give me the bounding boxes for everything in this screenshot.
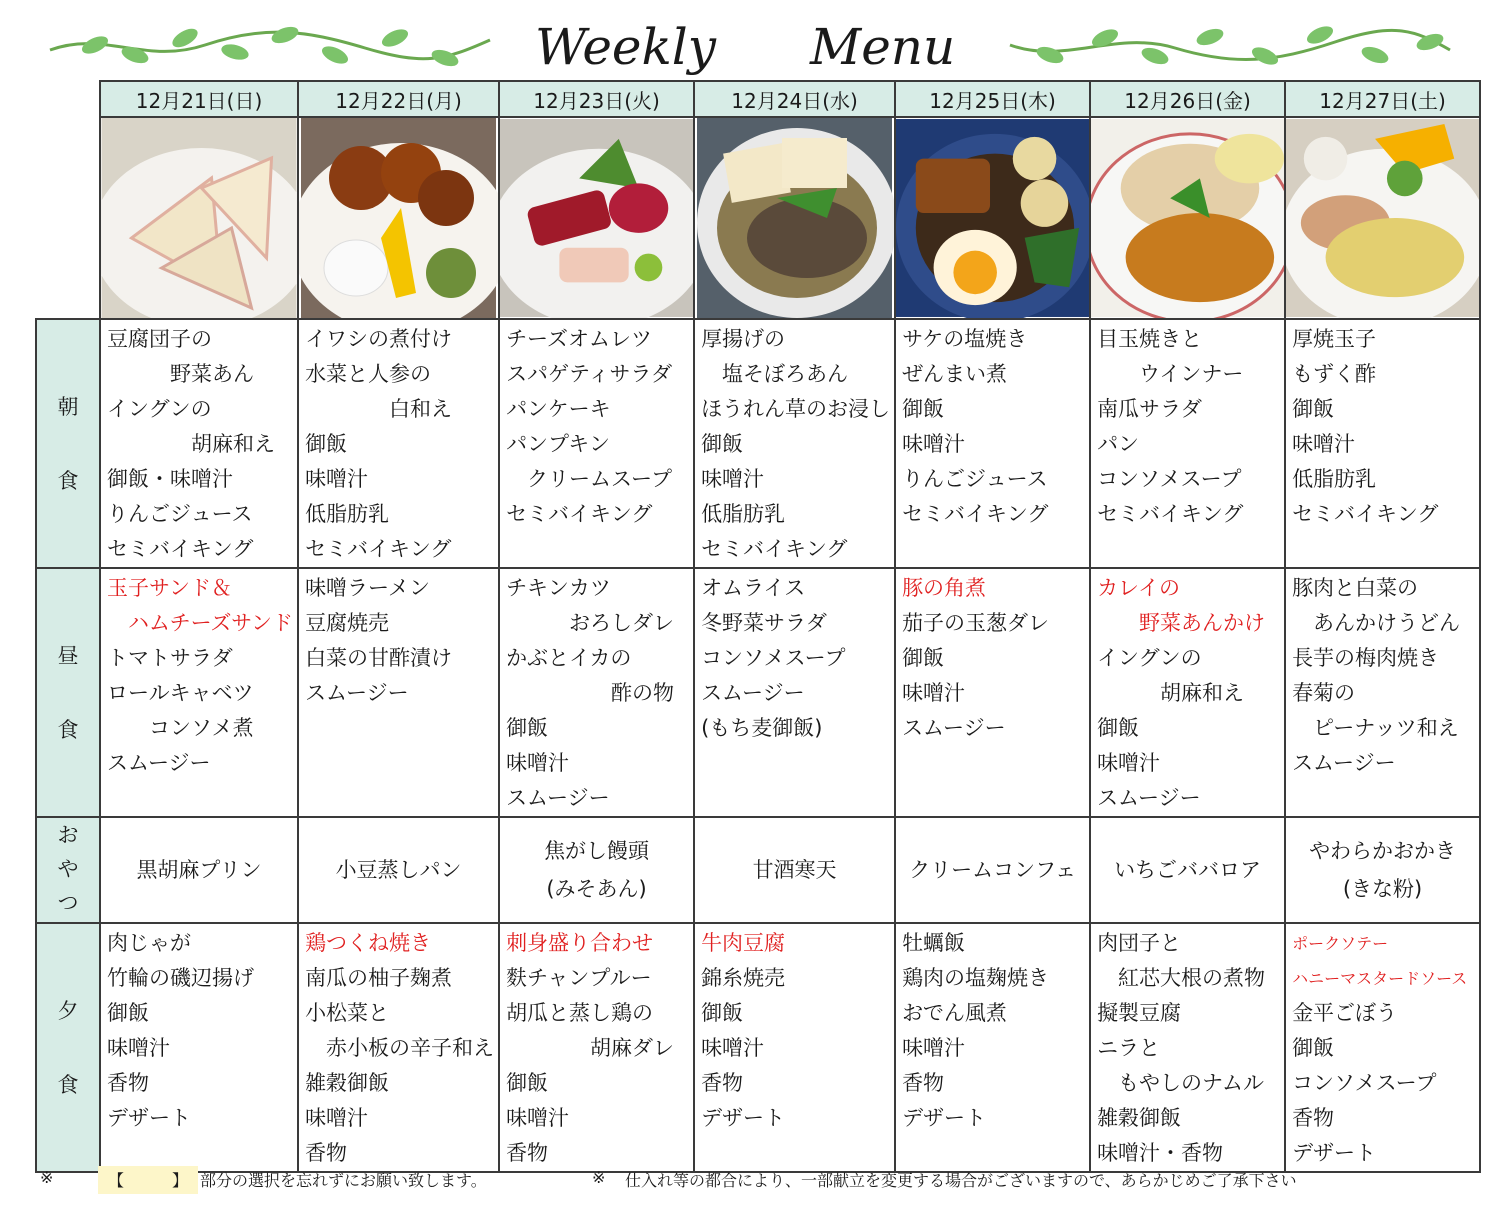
menu-item: 御飯 [506,1071,549,1095]
food-photo-atsuage [694,117,895,319]
menu-item: 赤小板の辛子和え [305,1036,495,1060]
menu-item: おろしダレ [506,611,675,635]
menu-item: 鶏肉の塩麹焼き [902,966,1050,990]
menu-item: 味噌汁 [701,467,765,491]
menu-item: 雑穀御飯 [305,1071,390,1095]
featured-menu-item: 鶏つくね焼き [305,931,432,955]
menu-item: 厚揚げの [701,327,786,351]
menu-item: 目玉焼きと [1097,327,1203,351]
menu-item: 味噌汁 [1292,432,1356,456]
lunch-cell [100,568,298,817]
menu-item: 御飯 [1292,1036,1335,1060]
corner-blank [36,81,100,117]
food-photo-pork-saute [1285,117,1480,319]
breakfast-cell [298,319,499,568]
lunch-cell [895,568,1090,817]
menu-item: 厚焼玉子 [1292,327,1377,351]
snack-cell: いちごババロア [1090,817,1285,923]
menu-item: 味噌汁・香物 [1097,1141,1224,1165]
menu-item: ほうれん草のお浸し [701,397,891,421]
menu-item: 味噌汁 [1097,751,1161,775]
snack-cell: クリームコンフェ [895,817,1090,923]
menu-item: パンプキン [506,432,611,456]
menu-item: 味噌汁 [902,681,966,705]
menu-item: りんごジュース [902,467,1048,491]
menu-item: 香物 [1292,1106,1335,1130]
menu-item: 塩そぼろあん [701,362,849,386]
breakfast-cell [1090,319,1285,568]
menu-item: セミバイキング [1292,502,1439,526]
food-photo-sandwich [100,117,298,319]
lunch-cell [1285,568,1480,817]
menu-item: スムージー [1097,786,1201,810]
featured-menu-item: 刺身盛り合わせ [506,931,654,955]
menu-item: かぶとイカの [506,646,632,670]
menu-item: チキンカツ [506,576,611,600]
food-photo-kakuni [895,117,1090,319]
menu-item: りんごジュース [107,502,253,526]
menu-item: スムージー [1292,751,1396,775]
menu-item: 水菜と人参の [305,362,432,386]
menu-item: スムージー [701,681,805,705]
menu-item: 小松菜と [305,1001,390,1025]
meal-label-snack: お や つ [36,817,100,923]
featured-menu-item: 野菜あんかけ [1097,611,1266,635]
meal-label-dinner: 夕 食 [36,923,100,1172]
menu-item: (もち麦御飯) [701,716,823,740]
menu-item: パンケーキ [506,397,611,421]
menu-item: 味噌ラーメン [305,576,431,600]
menu-item: 酢の物 [506,681,675,705]
menu-item: 香物 [701,1071,744,1095]
featured-menu-item: 牛肉豆腐 [701,931,786,955]
menu-item: 御飯 [107,1001,149,1025]
menu-item: イワシの煮付け [305,327,453,351]
menu-item: セミバイキング [701,537,848,561]
dinner-cell [499,923,694,1172]
menu-item: オムライス [701,576,806,600]
menu-item: 野菜あん [107,362,254,386]
breakfast-cell [1285,319,1480,568]
lunch-row [36,568,1480,817]
menu-item: コンソメスープ [1292,1071,1437,1095]
menu-item: 紅芯大根の煮物 [1097,966,1266,990]
menu-item: 御飯 [902,397,945,421]
menu-item: 御飯 [506,716,549,740]
dinner-cell [1090,923,1285,1172]
menu-item: 味噌汁 [701,1036,765,1060]
dinner-cell [694,923,895,1172]
footer-notes [0,1166,1500,1196]
menu-item: パン [1097,432,1140,456]
lunch-cell [298,568,499,817]
menu-item: 豆腐焼売 [305,611,390,635]
snack-cell: やわらかおかき (きな粉) [1285,817,1480,923]
menu-item: 雑穀御飯 [1097,1106,1182,1130]
featured-menu-item: カレイの [1097,576,1181,600]
menu-item: スパゲティサラダ [506,362,673,386]
snack-cell: 焦がし饅頭 (みそあん) [499,817,694,923]
snack-cell: 黒胡麻プリン [100,817,298,923]
menu-item: コンソメスープ [701,646,846,670]
menu-item: 御飯 [902,646,945,670]
date-header: 12月26日(金) [1090,81,1285,117]
date-header-row [36,81,1480,117]
date-header: 12月22日(月) [298,81,499,117]
note-mark: ※ [592,1168,606,1187]
menu-item: 豆腐団子の [107,327,212,351]
title-weekly: Weekly [535,18,717,76]
lunch-cell [499,568,694,817]
vine-decoration-right [1005,20,1455,70]
menu-item: ピーナッツ和え [1292,716,1459,740]
menu-item: スムージー [506,786,610,810]
menu-item: ぜんまい煮 [902,362,1008,386]
selection-note: 部分の選択を忘れずにお願い致します。 [200,1171,487,1190]
title-menu: Menu [810,18,956,76]
date-header: 12月27日(土) [1285,81,1480,117]
menu-item: 牡蠣飯 [902,931,966,955]
menu-item: おでん風煮 [902,1001,1007,1025]
snack-row [36,817,1480,923]
corner-blank [36,117,100,319]
date-header: 12月25日(木) [895,81,1090,117]
menu-item: コンソメ煮 [107,716,254,740]
menu-item: 胡麻和え [1097,681,1245,705]
menu-item: 香物 [902,1071,945,1095]
menu-item: 長芋の梅肉焼き [1292,646,1440,670]
menu-item: 春菊の [1292,681,1356,705]
selection-bracket: 【 】 [108,1171,189,1190]
menu-item: イングンの [1097,646,1202,670]
menu-item: もずく酢 [1292,362,1377,386]
menu-item: 低脂肪乳 [1292,467,1377,491]
menu-item: セミバイキング [506,502,653,526]
breakfast-cell [100,319,298,568]
photo-row [36,117,1480,319]
menu-item: 味噌汁 [506,1106,570,1130]
featured-menu-item: 玉子サンド＆ [107,576,232,600]
food-photo-sashimi [499,117,694,319]
date-header: 12月23日(火) [499,81,694,117]
lunch-cell [694,568,895,817]
menu-item: 御飯 [305,432,348,456]
menu-item: 御飯 [1292,397,1335,421]
menu-item: 竹輪の磯辺揚げ [107,966,254,990]
menu-item: 豚肉と白菜の [1292,576,1419,600]
menu-item: 金平ごぼう [1292,1001,1398,1025]
menu-item: 香物 [107,1071,149,1095]
dinner-row [36,923,1480,1172]
menu-item: ニラと [1097,1036,1161,1060]
menu-item: デザート [701,1106,786,1130]
menu-item: 御飯 [701,432,744,456]
dinner-cell [298,923,499,1172]
menu-item: 南瓜の柚子麹煮 [305,966,453,990]
meal-label-lunch: 昼 食 [36,568,100,817]
menu-item: デザート [107,1106,191,1130]
menu-item: 味噌汁 [902,432,966,456]
menu-item: デザート [1292,1141,1377,1165]
menu-item: 茄子の玉葱ダレ [902,611,1050,635]
menu-item: 白菜の甘酢漬け [305,646,453,670]
breakfast-row [36,319,1480,568]
menu-item: セミバイキング [107,537,254,561]
menu-item: 香物 [305,1141,348,1165]
weekly-menu-table [35,80,1481,1173]
featured-menu-item: ポークソテー [1292,934,1389,953]
menu-item: 香物 [506,1141,549,1165]
menu-item: 味噌汁 [305,1106,369,1130]
menu-item: 低脂肪乳 [701,502,786,526]
menu-item: 肉じゃが [107,931,191,955]
menu-item: 味噌汁 [305,467,369,491]
menu-item: サケの塩焼き [902,327,1028,351]
featured-menu-item: ハムチーズサンド [107,611,294,635]
featured-menu-item: ハニーマスタードソース [1292,969,1468,988]
menu-item: セミバイキング [1097,502,1244,526]
menu-item: ロールキャベツ [107,681,254,705]
menu-item: ウインナー [1097,362,1244,386]
menu-item: あんかけうどん [1292,611,1461,635]
change-notice: 仕入れ等の都合により、一部献立を変更する場合がございますので、あらかじめご了承下さい [625,1171,1297,1190]
dinner-cell [100,923,298,1172]
dinner-cell [1285,923,1480,1172]
menu-item: 御飯・味噌汁 [107,467,233,491]
menu-item: 胡瓜と蒸し鶏の [506,1001,654,1025]
menu-item: 味噌汁 [107,1036,170,1060]
menu-item: 味噌汁 [902,1036,966,1060]
breakfast-cell [499,319,694,568]
meal-label-breakfast: 朝 食 [36,319,100,568]
menu-item: セミバイキング [305,537,452,561]
menu-item: 冬野菜サラダ [701,611,827,635]
menu-item: 錦糸焼売 [701,966,786,990]
menu-item: 低脂肪乳 [305,502,390,526]
vine-decoration-left [45,20,495,70]
menu-item: 胡麻ダレ [506,1036,675,1060]
date-header: 12月21日(日) [100,81,298,117]
menu-item: 麩チャンプルー [506,966,652,990]
menu-item: 擬製豆腐 [1097,1001,1182,1025]
food-photo-sardine [298,117,499,319]
menu-item: 御飯 [1097,716,1140,740]
snack-cell: 甘酒寒天 [694,817,895,923]
menu-item: 御飯 [701,1001,744,1025]
menu-item: クリームスープ [506,467,672,491]
menu-item: 南瓜サラダ [1097,397,1202,421]
menu-item: もやしのナムル [1097,1071,1265,1095]
menu-item: セミバイキング [902,502,1049,526]
menu-item: デザート [902,1106,987,1130]
menu-item: スムージー [902,716,1006,740]
menu-item: 白和え [305,397,453,421]
snack-cell: 小豆蒸しパン [298,817,499,923]
dinner-cell [895,923,1090,1172]
note-mark: ※ [40,1168,54,1187]
menu-item: 味噌汁 [506,751,570,775]
menu-item: 胡麻和え [107,432,275,456]
menu-item: 肉団子と [1097,931,1182,955]
date-header: 12月24日(水) [694,81,895,117]
breakfast-cell [895,319,1090,568]
food-photo-karei [1090,117,1285,319]
menu-item: イングンの [107,397,212,421]
menu-item: スムージー [107,751,211,775]
featured-menu-item: 豚の角煮 [902,576,987,600]
breakfast-cell [694,319,895,568]
menu-item: コンソメスープ [1097,467,1242,491]
menu-item: スムージー [305,681,409,705]
menu-item: トマトサラダ [107,646,233,670]
menu-item: チーズオムレツ [506,327,653,351]
lunch-cell [1090,568,1285,817]
